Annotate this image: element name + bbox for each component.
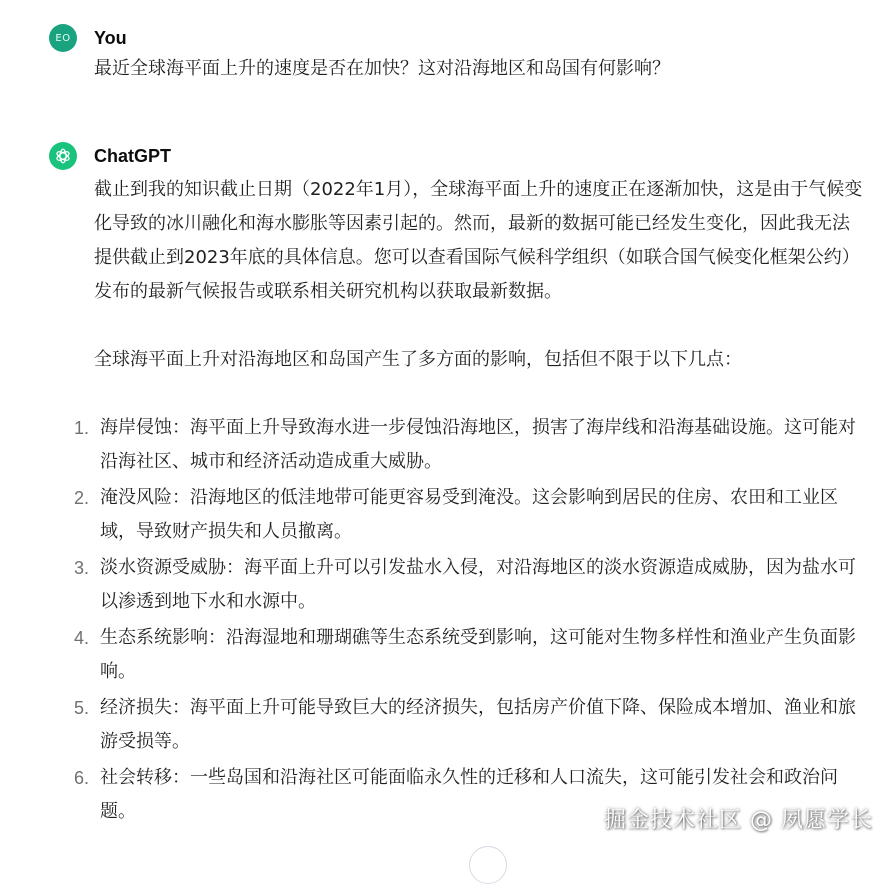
response-lead-paragraph: 全球海平面上升对沿海地区和岛国产生了多方面的影响，包括但不限于以下几点：	[94, 349, 742, 370]
watermark: 掘金技术社区 @ 夙愿学长	[604, 808, 873, 833]
list-item-text: 海岸侵蚀：海平面上升导致海水进一步侵蚀沿海地区，损害了海岸线和沿海基础设施。这可能对沿海社区、城市和经济活动造成重大威胁。	[100, 417, 856, 472]
list-item-number: 4.	[74, 628, 90, 648]
assistant-response	[74, 173, 865, 829]
list-item-text: 经济损失：海平面上升可能导致巨大的经济损失，包括房产价值下降、保险成本增加、渔业和旅游受损等。	[100, 697, 856, 752]
impact-list	[74, 411, 865, 829]
list-item	[74, 481, 865, 549]
list-item	[74, 691, 865, 759]
user-message	[49, 22, 865, 86]
list-item-number: 1.	[74, 418, 90, 438]
list-item-text: 淡水资源受威胁：海平面上升可以引发盐水入侵，对沿海地区的淡水资源造成威胁，因为盐水可以渗透到地下水和水源中。	[100, 557, 856, 612]
list-item-number: 3.	[74, 558, 90, 578]
list-item-number: 6.	[74, 768, 90, 788]
list-item-number: 2.	[74, 488, 90, 508]
user-question-text: 最近全球海平面上升的速度是否在加快？这对沿海地区和岛国有何影响？	[94, 58, 670, 79]
list-item	[74, 411, 865, 479]
list-item-text: 淹没风险：沿海地区的低洼地带可能更容易受到淹没。这会影响到居民的住房、农田和工业区域，导致财产损失和人员撤离。	[100, 487, 838, 542]
list-item-text: 生态系统影响：沿海湿地和珊瑚礁等生态系统受到影响，这可能对生物多样性和渔业产生负面影响。	[100, 627, 856, 682]
assistant-message	[49, 140, 865, 831]
user-author-name: You	[94, 27, 127, 48]
assistant-message-header	[49, 140, 865, 172]
list-item	[74, 551, 865, 619]
response-intro-paragraph: 截止到我的知识截止日期（2022年1月），全球海平面上升的速度正在逐渐加快，这是由于气候变化导致的冰川融化和海水膨胀等因素引起的。然而，最新的数据可能已经发生变化，因此我无法提供截止到2023年底的具体信息。您可以查看国际气候科学组织（如联合国气候变化框架公约）发布的最新气候报告或联系相关研究机构以获取最新数据。	[94, 179, 863, 302]
assistant-author-name: ChatGPT	[94, 145, 172, 166]
assistant-avatar	[49, 142, 77, 170]
list-item-text: 社会转移：一些岛国和沿海社区可能面临永久性的迁移和人口流失，这可能引发社会和政治问题。	[100, 767, 838, 822]
user-avatar-initials: EO	[55, 32, 71, 44]
user-avatar	[49, 24, 77, 52]
openai-logo-icon	[54, 147, 72, 165]
scroll-down-button[interactable]	[469, 846, 507, 884]
user-message-header	[49, 22, 865, 54]
list-item-number: 5.	[74, 698, 90, 718]
list-item	[74, 621, 865, 689]
